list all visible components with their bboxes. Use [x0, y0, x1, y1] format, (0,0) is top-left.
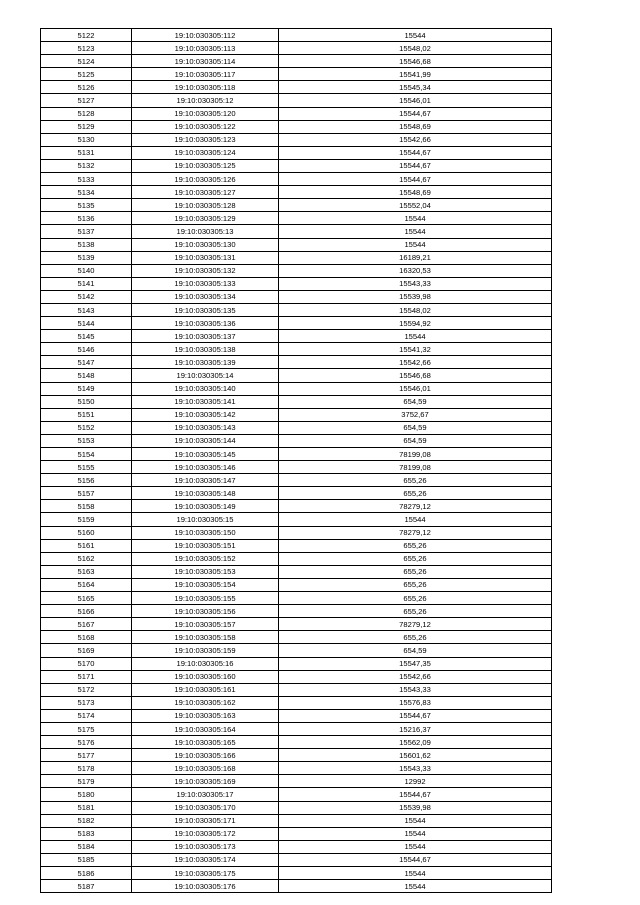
row-number-cell: 5179	[41, 775, 132, 788]
row-number-cell: 5185	[41, 853, 132, 866]
table-row	[41, 251, 552, 264]
cadastral-number-cell: 19:10:030305:153	[132, 565, 279, 578]
cadastral-number-cell: 19:10:030305:156	[132, 605, 279, 618]
row-number-cell: 5184	[41, 840, 132, 853]
cadastral-number-cell: 19:10:030305:113	[132, 42, 279, 55]
table-row	[41, 421, 552, 434]
table-row	[41, 814, 552, 827]
row-number-cell: 5169	[41, 644, 132, 657]
table-row	[41, 199, 552, 212]
cadastral-number-cell: 19:10:030305:136	[132, 317, 279, 330]
row-number-cell: 5170	[41, 657, 132, 670]
table-row	[41, 146, 552, 159]
row-number-cell: 5143	[41, 303, 132, 316]
row-number-cell: 5142	[41, 290, 132, 303]
table-row	[41, 68, 552, 81]
cadastral-number-cell: 19:10:030305:148	[132, 487, 279, 500]
value-cell: 15546,01	[279, 94, 552, 107]
cadastral-number-cell: 19:10:030305:12	[132, 94, 279, 107]
cadastral-number-cell: 19:10:030305:118	[132, 81, 279, 94]
value-cell: 15548,02	[279, 303, 552, 316]
row-number-cell: 5135	[41, 199, 132, 212]
table-row	[41, 107, 552, 120]
cadastral-number-cell: 19:10:030305:138	[132, 343, 279, 356]
row-number-cell: 5166	[41, 605, 132, 618]
cadastral-number-cell: 19:10:030305:120	[132, 107, 279, 120]
cadastral-number-cell: 19:10:030305:14	[132, 369, 279, 382]
cadastral-number-cell: 19:10:030305:168	[132, 762, 279, 775]
value-cell: 15546,68	[279, 55, 552, 68]
value-cell: 15544,67	[279, 853, 552, 866]
table-row	[41, 343, 552, 356]
value-cell: 78199,08	[279, 448, 552, 461]
row-number-cell: 5161	[41, 539, 132, 552]
cadastral-number-cell: 19:10:030305:176	[132, 880, 279, 893]
cadastral-number-cell: 19:10:030305:143	[132, 421, 279, 434]
cadastral-number-cell: 19:10:030305:172	[132, 827, 279, 840]
row-number-cell: 5173	[41, 696, 132, 709]
table-row	[41, 618, 552, 631]
value-cell: 15544	[279, 880, 552, 893]
value-cell: 15541,99	[279, 68, 552, 81]
value-cell: 654,59	[279, 644, 552, 657]
table-row	[41, 709, 552, 722]
table-row	[41, 356, 552, 369]
value-cell: 15594,92	[279, 317, 552, 330]
row-number-cell: 5139	[41, 251, 132, 264]
value-cell: 15544	[279, 238, 552, 251]
value-cell: 15542,66	[279, 133, 552, 146]
value-cell: 655,26	[279, 631, 552, 644]
value-cell: 15544	[279, 29, 552, 42]
row-number-cell: 5157	[41, 487, 132, 500]
value-cell: 655,26	[279, 487, 552, 500]
table-row	[41, 290, 552, 303]
row-number-cell: 5128	[41, 107, 132, 120]
cadastral-number-cell: 19:10:030305:166	[132, 749, 279, 762]
cadastral-number-cell: 19:10:030305:127	[132, 186, 279, 199]
row-number-cell: 5146	[41, 343, 132, 356]
value-cell: 78279,12	[279, 500, 552, 513]
table-row	[41, 513, 552, 526]
value-cell: 655,26	[279, 565, 552, 578]
row-number-cell: 5153	[41, 434, 132, 447]
table-row	[41, 434, 552, 447]
table-row	[41, 382, 552, 395]
row-number-cell: 5162	[41, 552, 132, 565]
table-row	[41, 578, 552, 591]
row-number-cell: 5164	[41, 578, 132, 591]
table-row	[41, 592, 552, 605]
cadastral-number-cell: 19:10:030305:117	[132, 68, 279, 81]
cadastral-number-cell: 19:10:030305:175	[132, 867, 279, 880]
table-row	[41, 631, 552, 644]
row-number-cell: 5141	[41, 277, 132, 290]
cadastral-number-cell: 19:10:030305:160	[132, 670, 279, 683]
table-row	[41, 762, 552, 775]
table-row	[41, 264, 552, 277]
row-number-cell: 5180	[41, 788, 132, 801]
table-row	[41, 696, 552, 709]
table-row	[41, 880, 552, 893]
table-row	[41, 552, 552, 565]
row-number-cell: 5125	[41, 68, 132, 81]
row-number-cell: 5154	[41, 448, 132, 461]
table-row	[41, 775, 552, 788]
row-number-cell: 5171	[41, 670, 132, 683]
value-cell: 15546,68	[279, 369, 552, 382]
cadastral-number-cell: 19:10:030305:133	[132, 277, 279, 290]
cadastral-number-cell: 19:10:030305:145	[132, 448, 279, 461]
row-number-cell: 5149	[41, 382, 132, 395]
table-row	[41, 55, 552, 68]
cadastral-number-cell: 19:10:030305:130	[132, 238, 279, 251]
value-cell: 15544,67	[279, 788, 552, 801]
value-cell: 15544	[279, 840, 552, 853]
row-number-cell: 5178	[41, 762, 132, 775]
cadastral-value-table	[40, 28, 552, 893]
value-cell: 15544	[279, 867, 552, 880]
table-row	[41, 277, 552, 290]
table-row	[41, 173, 552, 186]
value-cell: 15576,83	[279, 696, 552, 709]
row-number-cell: 5132	[41, 159, 132, 172]
table-row	[41, 448, 552, 461]
table-row	[41, 42, 552, 55]
value-cell: 655,26	[279, 578, 552, 591]
cadastral-number-cell: 19:10:030305:134	[132, 290, 279, 303]
row-number-cell: 5126	[41, 81, 132, 94]
cadastral-number-cell: 19:10:030305:126	[132, 173, 279, 186]
cadastral-number-cell: 19:10:030305:155	[132, 592, 279, 605]
table-row	[41, 565, 552, 578]
value-cell: 655,26	[279, 592, 552, 605]
table-row	[41, 670, 552, 683]
cadastral-number-cell: 19:10:030305:128	[132, 199, 279, 212]
table-row	[41, 722, 552, 735]
table-row	[41, 500, 552, 513]
row-number-cell: 5124	[41, 55, 132, 68]
table-row	[41, 186, 552, 199]
value-cell: 15543,33	[279, 277, 552, 290]
table-row	[41, 657, 552, 670]
cadastral-number-cell: 19:10:030305:142	[132, 408, 279, 421]
row-number-cell: 5186	[41, 867, 132, 880]
cadastral-number-cell: 19:10:030305:132	[132, 264, 279, 277]
cadastral-number-cell: 19:10:030305:169	[132, 775, 279, 788]
row-number-cell: 5134	[41, 186, 132, 199]
table-row	[41, 317, 552, 330]
value-cell: 15547,35	[279, 657, 552, 670]
table-row	[41, 867, 552, 880]
value-cell: 15562,09	[279, 736, 552, 749]
value-cell: 15544,67	[279, 159, 552, 172]
table-row	[41, 330, 552, 343]
table-row	[41, 827, 552, 840]
cadastral-number-cell: 19:10:030305:163	[132, 709, 279, 722]
value-cell: 654,59	[279, 421, 552, 434]
cadastral-number-cell: 19:10:030305:171	[132, 814, 279, 827]
row-number-cell: 5168	[41, 631, 132, 644]
value-cell: 15544,67	[279, 146, 552, 159]
cadastral-number-cell: 19:10:030305:151	[132, 539, 279, 552]
cadastral-number-cell: 19:10:030305:146	[132, 461, 279, 474]
row-number-cell: 5123	[41, 42, 132, 55]
cadastral-number-cell: 19:10:030305:112	[132, 29, 279, 42]
row-number-cell: 5129	[41, 120, 132, 133]
value-cell: 15542,66	[279, 356, 552, 369]
cadastral-number-cell: 19:10:030305:157	[132, 618, 279, 631]
cadastral-number-cell: 19:10:030305:162	[132, 696, 279, 709]
row-number-cell: 5156	[41, 474, 132, 487]
table-row	[41, 120, 552, 133]
value-cell: 15216,37	[279, 722, 552, 735]
value-cell: 654,59	[279, 434, 552, 447]
row-number-cell: 5167	[41, 618, 132, 631]
table-row	[41, 303, 552, 316]
cadastral-number-cell: 19:10:030305:13	[132, 225, 279, 238]
table-row	[41, 605, 552, 618]
cadastral-number-cell: 19:10:030305:154	[132, 578, 279, 591]
cadastral-number-cell: 19:10:030305:173	[132, 840, 279, 853]
cadastral-number-cell: 19:10:030305:170	[132, 801, 279, 814]
row-number-cell: 5138	[41, 238, 132, 251]
table-row	[41, 212, 552, 225]
row-number-cell: 5159	[41, 513, 132, 526]
row-number-cell: 5150	[41, 395, 132, 408]
row-number-cell: 5181	[41, 801, 132, 814]
cadastral-number-cell: 19:10:030305:147	[132, 474, 279, 487]
value-cell: 15544	[279, 225, 552, 238]
cadastral-number-cell: 19:10:030305:165	[132, 736, 279, 749]
cadastral-number-cell: 19:10:030305:17	[132, 788, 279, 801]
table-row	[41, 801, 552, 814]
table-row	[41, 369, 552, 382]
value-cell: 15544	[279, 513, 552, 526]
table-row	[41, 238, 552, 251]
value-cell: 78279,12	[279, 526, 552, 539]
cadastral-number-cell: 19:10:030305:131	[132, 251, 279, 264]
value-cell: 655,26	[279, 605, 552, 618]
value-cell: 15546,01	[279, 382, 552, 395]
value-cell: 655,26	[279, 552, 552, 565]
value-cell: 15548,69	[279, 186, 552, 199]
value-cell: 78279,12	[279, 618, 552, 631]
table-row	[41, 487, 552, 500]
row-number-cell: 5147	[41, 356, 132, 369]
table-row	[41, 539, 552, 552]
cadastral-number-cell: 19:10:030305:16	[132, 657, 279, 670]
value-cell: 655,26	[279, 474, 552, 487]
table-row	[41, 225, 552, 238]
row-number-cell: 5177	[41, 749, 132, 762]
row-number-cell: 5165	[41, 592, 132, 605]
cadastral-number-cell: 19:10:030305:140	[132, 382, 279, 395]
cadastral-number-cell: 19:10:030305:124	[132, 146, 279, 159]
table-row	[41, 159, 552, 172]
table-row	[41, 461, 552, 474]
table-row	[41, 94, 552, 107]
cadastral-number-cell: 19:10:030305:174	[132, 853, 279, 866]
value-cell: 15544	[279, 212, 552, 225]
row-number-cell: 5122	[41, 29, 132, 42]
row-number-cell: 5182	[41, 814, 132, 827]
cadastral-number-cell: 19:10:030305:114	[132, 55, 279, 68]
value-cell: 15601,62	[279, 749, 552, 762]
cadastral-number-cell: 19:10:030305:122	[132, 120, 279, 133]
cadastral-number-cell: 19:10:030305:137	[132, 330, 279, 343]
table-row	[41, 526, 552, 539]
row-number-cell: 5176	[41, 736, 132, 749]
table-row	[41, 749, 552, 762]
row-number-cell: 5127	[41, 94, 132, 107]
cadastral-number-cell: 19:10:030305:125	[132, 159, 279, 172]
table-row	[41, 853, 552, 866]
value-cell: 655,26	[279, 539, 552, 552]
value-cell: 15539,98	[279, 290, 552, 303]
value-cell: 3752,67	[279, 408, 552, 421]
table-row	[41, 408, 552, 421]
value-cell: 15544	[279, 330, 552, 343]
row-number-cell: 5130	[41, 133, 132, 146]
value-cell: 16320,53	[279, 264, 552, 277]
row-number-cell: 5183	[41, 827, 132, 840]
row-number-cell: 5131	[41, 146, 132, 159]
value-cell: 15544	[279, 814, 552, 827]
value-cell: 16189,21	[279, 251, 552, 264]
cadastral-number-cell: 19:10:030305:164	[132, 722, 279, 735]
value-cell: 15544,67	[279, 107, 552, 120]
value-cell: 15539,98	[279, 801, 552, 814]
row-number-cell: 5152	[41, 421, 132, 434]
cadastral-number-cell: 19:10:030305:141	[132, 395, 279, 408]
cadastral-number-cell: 19:10:030305:135	[132, 303, 279, 316]
value-cell: 15543,33	[279, 683, 552, 696]
row-number-cell: 5145	[41, 330, 132, 343]
table-row	[41, 736, 552, 749]
row-number-cell: 5133	[41, 173, 132, 186]
row-number-cell: 5148	[41, 369, 132, 382]
row-number-cell: 5175	[41, 722, 132, 735]
table-row	[41, 29, 552, 42]
row-number-cell: 5174	[41, 709, 132, 722]
cadastral-number-cell: 19:10:030305:139	[132, 356, 279, 369]
value-cell: 654,59	[279, 395, 552, 408]
value-cell: 15552,04	[279, 199, 552, 212]
table-row	[41, 133, 552, 146]
row-number-cell: 5151	[41, 408, 132, 421]
row-number-cell: 5172	[41, 683, 132, 696]
cadastral-number-cell: 19:10:030305:15	[132, 513, 279, 526]
row-number-cell: 5160	[41, 526, 132, 539]
cadastral-number-cell: 19:10:030305:161	[132, 683, 279, 696]
table-row	[41, 81, 552, 94]
row-number-cell: 5136	[41, 212, 132, 225]
row-number-cell: 5140	[41, 264, 132, 277]
table-row	[41, 840, 552, 853]
value-cell: 15548,02	[279, 42, 552, 55]
table-row	[41, 474, 552, 487]
value-cell: 78199,08	[279, 461, 552, 474]
cadastral-number-cell: 19:10:030305:129	[132, 212, 279, 225]
value-cell: 15543,33	[279, 762, 552, 775]
row-number-cell: 5187	[41, 880, 132, 893]
row-number-cell: 5144	[41, 317, 132, 330]
value-cell: 15544,67	[279, 173, 552, 186]
table-body	[41, 29, 552, 893]
row-number-cell: 5158	[41, 500, 132, 513]
table-row	[41, 395, 552, 408]
value-cell: 12992	[279, 775, 552, 788]
table-row	[41, 683, 552, 696]
cadastral-number-cell: 19:10:030305:144	[132, 434, 279, 447]
cadastral-number-cell: 19:10:030305:158	[132, 631, 279, 644]
value-cell: 15544	[279, 827, 552, 840]
cadastral-number-cell: 19:10:030305:152	[132, 552, 279, 565]
row-number-cell: 5137	[41, 225, 132, 238]
cadastral-number-cell: 19:10:030305:149	[132, 500, 279, 513]
value-cell: 15542,66	[279, 670, 552, 683]
value-cell: 15541,32	[279, 343, 552, 356]
value-cell: 15548,69	[279, 120, 552, 133]
row-number-cell: 5163	[41, 565, 132, 578]
row-number-cell: 5155	[41, 461, 132, 474]
cadastral-number-cell: 19:10:030305:150	[132, 526, 279, 539]
table-row	[41, 788, 552, 801]
cadastral-number-cell: 19:10:030305:123	[132, 133, 279, 146]
value-cell: 15545,34	[279, 81, 552, 94]
table-row	[41, 644, 552, 657]
cadastral-number-cell: 19:10:030305:159	[132, 644, 279, 657]
value-cell: 15544,67	[279, 709, 552, 722]
